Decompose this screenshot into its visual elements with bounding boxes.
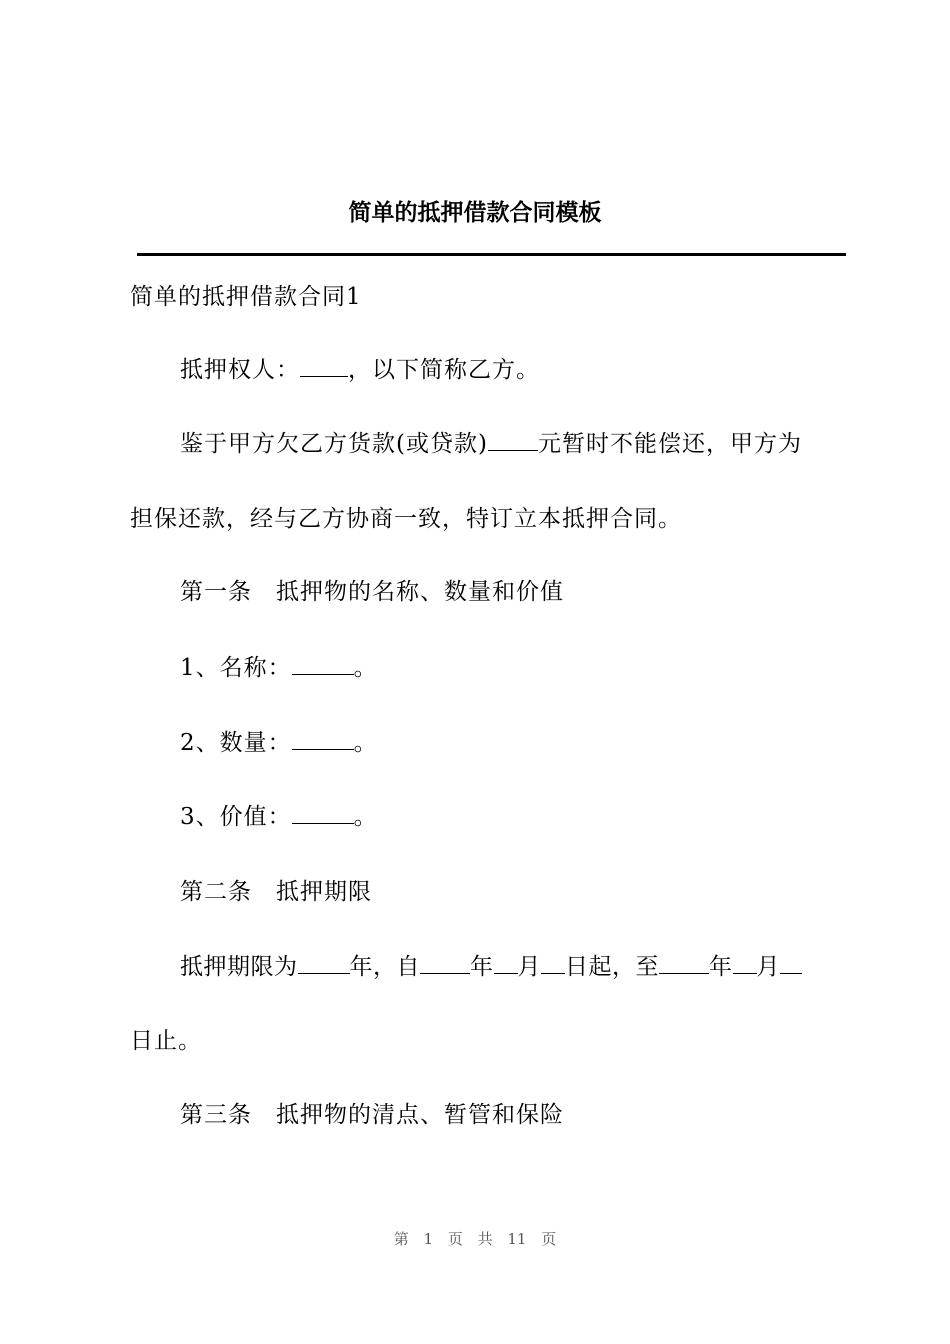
article-2-heading: 第二条 抵押期限 bbox=[180, 879, 372, 905]
item-value-label: 3、价值： bbox=[180, 804, 292, 830]
item-quantity bbox=[180, 727, 378, 759]
paragraph-pledgee bbox=[180, 354, 540, 386]
paragraph-recital-2: 担保还款，经与乙方协商一致，特订立本抵押合同。 bbox=[130, 506, 682, 532]
article-3-heading: 第三条 抵押物的清点、暂管和保险 bbox=[180, 1102, 564, 1128]
recital-text-a: 鉴于甲方欠乙方货款(或贷款) bbox=[180, 431, 488, 457]
item-value-period: 。 bbox=[353, 804, 378, 830]
paragraph-term bbox=[180, 951, 802, 983]
term-text-d: 月 bbox=[517, 954, 541, 980]
recital-text-b: 元暂时不能偿还，甲方为 bbox=[537, 431, 802, 457]
item-value bbox=[180, 801, 378, 833]
start-month-blank bbox=[494, 953, 518, 974]
section-heading: 简单的抵押借款合同1 bbox=[130, 284, 362, 310]
item-quantity-label: 2、数量： bbox=[180, 730, 292, 756]
start-year-blank bbox=[420, 953, 470, 974]
item-name bbox=[180, 652, 378, 684]
term-years-blank bbox=[298, 953, 350, 974]
start-day-blank bbox=[541, 953, 565, 974]
item-quantity-blank bbox=[292, 729, 354, 750]
amount-blank bbox=[488, 430, 538, 451]
document-title: 简单的抵押借款合同模板 bbox=[348, 200, 602, 226]
end-day-blank bbox=[780, 953, 802, 974]
term-text-g: 月 bbox=[756, 954, 780, 980]
page-footer: 第 1 页 共 11 页 bbox=[393, 1230, 557, 1248]
end-year-blank bbox=[659, 953, 709, 974]
term-text-f: 年 bbox=[709, 954, 733, 980]
pledgee-suffix: ，以下简称乙方。 bbox=[348, 357, 540, 383]
title-rule bbox=[137, 253, 846, 256]
term-text-c: 年 bbox=[470, 954, 494, 980]
article-1-heading: 第一条 抵押物的名称、数量和价值 bbox=[180, 579, 564, 605]
item-name-period: 。 bbox=[353, 655, 378, 681]
paragraph-recital-1 bbox=[180, 428, 802, 460]
end-month-blank bbox=[733, 953, 757, 974]
paragraph-term-end: 日止。 bbox=[130, 1028, 202, 1054]
pledgee-label: 抵押权人： bbox=[180, 357, 300, 383]
item-name-label: 1、名称： bbox=[180, 655, 292, 681]
term-text-e: 日起，至 bbox=[565, 954, 659, 980]
item-value-blank bbox=[292, 803, 354, 824]
pledgee-blank bbox=[300, 356, 348, 377]
term-text-a: 抵押期限为 bbox=[180, 954, 298, 980]
term-text-b: 年，自 bbox=[349, 954, 420, 980]
item-name-blank bbox=[292, 654, 354, 675]
item-quantity-period: 。 bbox=[353, 730, 378, 756]
